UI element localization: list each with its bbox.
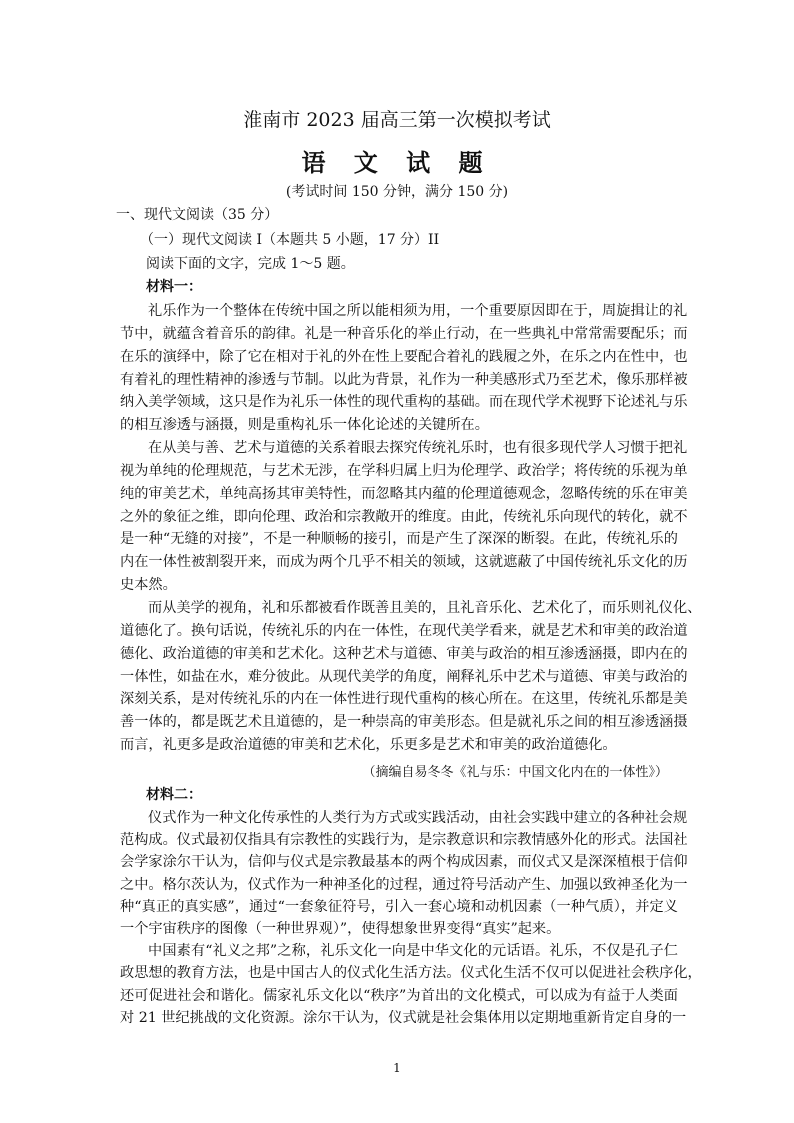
paragraph-line: 而从美学的视角，礼和乐都被看作既善且美的，且礼音乐化、艺术化了，而乐则礼仪化、 xyxy=(148,599,702,616)
paragraph-line: 对 21 世纪挑战的文化资源。涂尔干认为，仪式就是社会集体用以定期地重新肯定自身的一 xyxy=(120,1009,687,1026)
exam-info: (考试时间 150 分钟，满分 150 分) xyxy=(285,184,509,200)
paragraph-line: 种“真正的真实感”，通过“一套象征符号，引入一套心境和动机因素（一种气质），并定义 xyxy=(120,898,678,915)
paragraph-line: 会学家涂尔干认为，信仰与仪式是宗教最基本的两个构成因素，而仪式又是深深植根于信仰 xyxy=(120,854,688,871)
exam-title: 淮南市 2023 届高三第一次模拟考试 xyxy=(243,109,551,131)
paragraph-line: 深刻关系，是对传统礼乐的内在一体性进行现代重构的核心所在。在这里，传统礼乐都是美 xyxy=(120,691,688,708)
paragraph-line: 礼乐作为一个整体在传统中国之所以能相须为用，一个重要原因即在于，周旋揖让的礼 xyxy=(148,303,688,319)
material1-citation: （摘编自易冬冬《礼与乐：中国文化内在的一体性》） xyxy=(362,765,668,780)
section-heading: 一、现代文阅读（35 分） xyxy=(116,207,279,223)
paragraph-line: 节中，就蕴含着音乐的韵律。礼是一种音乐化的举止行动，在一些典礼中常常需要配乐；而 xyxy=(120,325,688,342)
paragraph-line: 道德化了。换句话说，传统礼乐的内在一体性，在现代美学看来，就是艺术和审美的政治道 xyxy=(120,622,688,639)
paragraph-line: 仪式作为一种文化传承性的人类行为方式或实践活动，由社会实践中建立的各种社会规 xyxy=(148,810,688,826)
paragraph-line: 视为单纯的伦理规范，与艺术无涉，在学科归属上归为伦理学、政治学；将传统的乐视为单 xyxy=(120,462,688,479)
paragraph-line: 之外的象征之维，即向伦理、政治和宗教敞开的维度。由此，传统礼乐向现代的转化，就不 xyxy=(120,508,688,525)
paragraph-line: 范构成。仪式最初仅指具有宗教性的实践行为，是宗教意识和宗教情感外化的形式。法国社 xyxy=(120,832,688,849)
reading-instruction: 阅读下面的文字，完成 1～5 题。 xyxy=(146,256,355,272)
paragraph-line: 善一体的，都是既艺术且道德的，是一种崇高的审美形态。但是就礼乐之间的相互渗透涵摄 xyxy=(120,714,688,731)
paragraph-line: 的相互渗透与涵摄，则是重构礼乐一体化论述的关键所在。 xyxy=(120,417,489,434)
material2-label: 材料二： xyxy=(146,787,202,803)
page-number: 1 xyxy=(393,1061,401,1075)
paragraph-line: 之中。格尔茨认为，仪式作为一种神圣化的过程，通过符号活动产生、加强以致神圣化为一 xyxy=(120,876,688,893)
paragraph-line: 有着礼的理性精神的渗透与节制。以此为背景，礼作为一种美感形式乃至艺术，像乐那样被 xyxy=(120,371,688,388)
paragraph-line: 内在一体性被割裂开来，而成为两个几乎不相关的领域，这就遮蔽了中国传统礼乐文化的历 xyxy=(120,554,688,571)
material1-label: 材料一： xyxy=(146,279,202,295)
paragraph-line: 政思想的教育方法，也是中国古人的仪式化生活方法。仪式化生活不仅可以促进社会秩序化， xyxy=(120,965,702,982)
paragraph-line: 史本然。 xyxy=(120,577,177,594)
paragraph-line: 在从美与善、艺术与道德的关系着眼去探究传统礼乐时，也有很多现代学人习惯于把礼 xyxy=(148,440,688,457)
paragraph-line: 德化、政治道德的审美和艺术化。这种艺术与道德、审美与政治的相互渗透涵摄，即内在的 xyxy=(120,645,688,662)
paragraph-line: 是一种“无缝的对接”，不是一种顺畅的接引，而是产生了深深的断裂。在此，传统礼乐的 xyxy=(120,531,678,548)
subject-title: 语 文 试 题 xyxy=(301,148,493,177)
section-subheading: （一）现代文阅读 I（本题共 5 小题，17 分）II xyxy=(140,232,440,248)
paragraph-line: 纯的审美艺术，单纯高扬其审美特性，而忽略其内蕴的伦理道德观念，忽略传统的乐在审美 xyxy=(120,485,688,502)
paragraph-line: 一体性，如盐在水，难分彼此。从现代美学的角度，阐释礼乐中艺术与道德、审美与政治的 xyxy=(120,668,688,685)
paragraph-line: 在乐的演绎中，除了它在相对于礼的外在性上要配合着礼的践履之外，在乐之内在性中，也 xyxy=(120,348,688,365)
paragraph-line: 一个宇宙秩序的图像（一种世界观）”，使得想象世界变得“真实”起来。 xyxy=(120,920,561,937)
paragraph-line: 中国素有“礼义之邦”之称，礼乐文化一向是中华文化的元话语。礼乐，不仅是孔子仁 xyxy=(148,943,678,960)
material1-text xyxy=(120,300,702,757)
material2-text xyxy=(120,807,702,1029)
paragraph-line: 纳入美学领域，这只是作为礼乐一体性的现代重构的基础。而在现代学术视野下论述礼与乐 xyxy=(120,394,688,411)
paragraph-line: 而言，礼更多是政治道德的审美和艺术化，乐更多是艺术和审美的政治道德化。 xyxy=(120,737,617,754)
paragraph-line: 还可促进社会和谐化。儒家礼乐文化以“秩序”为首出的文化模式，可以成为有益于人类面 xyxy=(120,987,678,1004)
